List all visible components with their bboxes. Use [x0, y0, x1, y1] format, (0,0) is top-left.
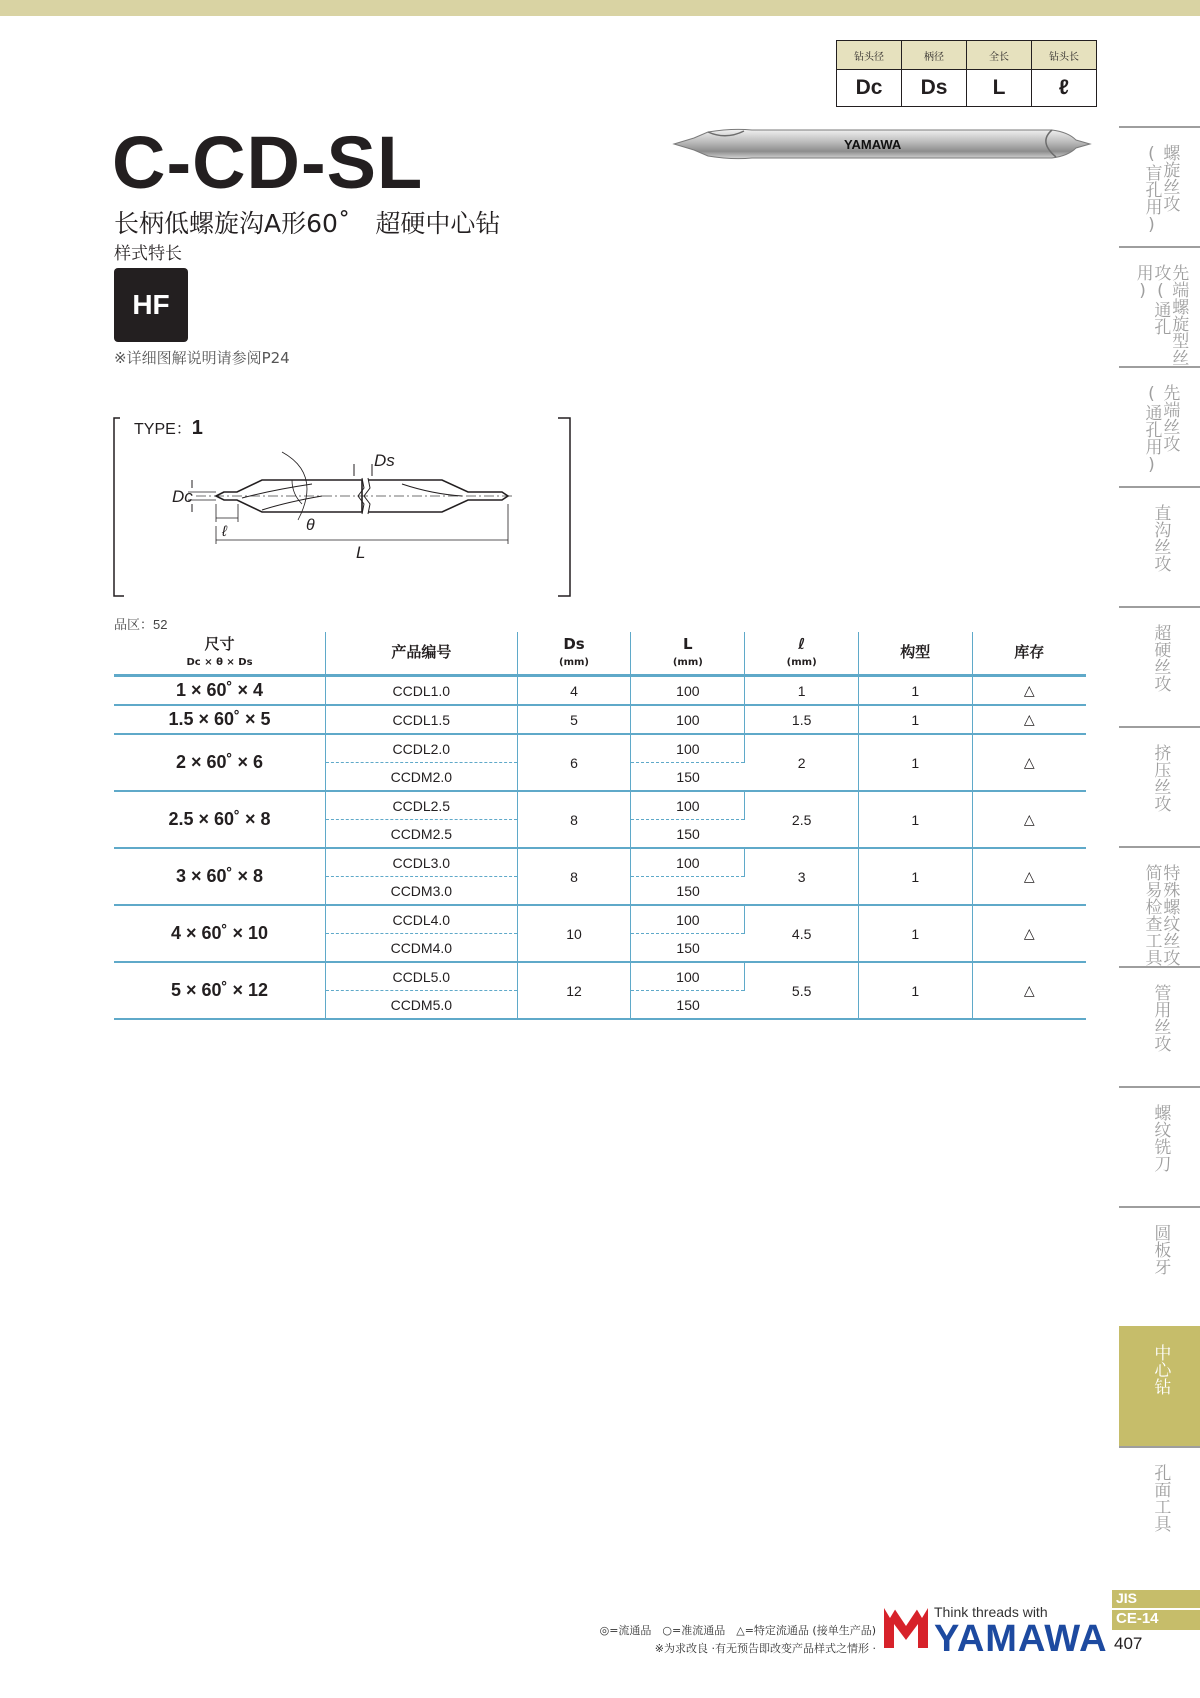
side-nav-item-special-tools[interactable]: 特殊螺纹丝攻简易检查工具 [1119, 846, 1200, 966]
footer-brand: YAMAWA [934, 1618, 1108, 1660]
spec-label-l: 全长 [967, 41, 1032, 70]
stock-cell: △ [972, 791, 1086, 848]
product-subtitle: 长柄低螺旋沟A形60˚ 超硬中心钻 [114, 209, 501, 238]
structure-cell: 1 [859, 676, 972, 706]
col-ell: ℓ (mm) [745, 632, 859, 676]
table-row [114, 705, 1086, 734]
length-cell: 100 [631, 676, 745, 706]
spec-symbol-l: L [967, 70, 1032, 107]
spec-symbol-ell: ℓ [1032, 70, 1097, 107]
ell-cell: 1 [745, 676, 859, 706]
size-cell: 1 × 60˚ × 4 [114, 676, 326, 706]
diagram-label-l: L [356, 543, 366, 562]
ds-cell: 8 [517, 848, 631, 905]
ell-cell: 4.5 [745, 905, 859, 962]
table-row [114, 962, 1086, 991]
side-nav-item-point-tap[interactable]: 先端丝攻(通孔用) [1119, 366, 1200, 486]
code-cell: CCDM4.0 [326, 934, 518, 963]
footer-tagline: Think threads with [934, 1604, 1048, 1620]
col-stock: 库存 [972, 632, 1086, 676]
col-code: 产品编号 [326, 632, 518, 676]
side-nav-item-carbide-tap[interactable]: 超硬丝攻 [1119, 606, 1200, 726]
side-nav-item-thread-mill[interactable]: 螺纹铣刀 [1119, 1086, 1200, 1206]
product-style-label: 样式特长 [114, 244, 182, 264]
footer-legend [590, 1622, 876, 1657]
structure-cell: 1 [859, 734, 972, 791]
diagram-type-label: TYPE：1 [134, 417, 203, 439]
length-cell: 100 [631, 962, 745, 991]
side-nav [1119, 126, 1200, 1566]
table-row [114, 791, 1086, 820]
length-cell: 100 [631, 791, 745, 820]
spec-label-ell: 钻头长 [1032, 41, 1097, 70]
code-cell: CCDL1.0 [326, 676, 518, 706]
size-cell: 5 × 60˚ × 12 [114, 962, 326, 1019]
spec-label-dc: 钻头径 [837, 41, 902, 70]
code-cell: CCDL5.0 [326, 962, 518, 991]
length-cell: 100 [631, 848, 745, 877]
stock-cell: △ [972, 705, 1086, 734]
col-l: L (mm) [631, 632, 745, 676]
ds-cell: 12 [517, 962, 631, 1019]
diagram-label-theta: θ [306, 517, 315, 534]
ds-cell: 10 [517, 905, 631, 962]
table-row [114, 734, 1086, 763]
length-cell: 150 [631, 820, 745, 849]
table-row [114, 676, 1086, 706]
stock-cell: △ [972, 848, 1086, 905]
stock-cell: △ [972, 962, 1086, 1019]
ell-cell: 2 [745, 734, 859, 791]
spec-header-table [836, 40, 1097, 107]
jis-tag: JIS [1112, 1590, 1200, 1608]
side-nav-item-hole-tools[interactable]: 孔面工具 [1119, 1446, 1200, 1566]
size-cell: 2.5 × 60˚ × 8 [114, 791, 326, 848]
structure-cell: 1 [859, 848, 972, 905]
reference-note: ※详细图解说明请参阅P24 [114, 349, 290, 367]
length-cell: 150 [631, 763, 745, 792]
ds-cell: 6 [517, 734, 631, 791]
code-cell: CCDM3.0 [326, 877, 518, 906]
length-cell: 100 [631, 734, 745, 763]
diagram-label-ds: Ds [374, 451, 395, 470]
col-size: 尺寸 Dc × θ × Ds [114, 632, 326, 676]
side-nav-item-pipe-tap[interactable]: 管用丝攻 [1119, 966, 1200, 1086]
structure-cell: 1 [859, 791, 972, 848]
structure-cell: 1 [859, 705, 972, 734]
legend-line-1: ◎=流通品 ○=准流通品 △=特定流通品 (接单生产品) [599, 1624, 876, 1637]
diagram-label-ell: ℓ [222, 523, 227, 540]
length-cell: 150 [631, 934, 745, 963]
col-ds: Ds (mm) [517, 632, 631, 676]
structure-cell: 1 [859, 905, 972, 962]
spec-label-ds: 柄径 [902, 41, 967, 70]
diagram-label-dc: Dc [172, 487, 193, 506]
code-cell: CCDL4.0 [326, 905, 518, 934]
ds-cell: 5 [517, 705, 631, 734]
side-nav-item-die[interactable]: 圆板牙 [1119, 1206, 1200, 1326]
size-cell: 3 × 60˚ × 8 [114, 848, 326, 905]
side-nav-item-straight-tap[interactable]: 直沟丝攻 [1119, 486, 1200, 606]
code-cell: CCDM2.5 [326, 820, 518, 849]
top-color-bar [0, 0, 1200, 16]
code-cell: CCDM5.0 [326, 991, 518, 1020]
ell-cell: 2.5 [745, 791, 859, 848]
code-cell: CCDL1.5 [326, 705, 518, 734]
side-nav-item-center-drill[interactable]: 中心钻 [1119, 1326, 1200, 1446]
size-cell: 2 × 60˚ × 6 [114, 734, 326, 791]
stock-cell: △ [972, 676, 1086, 706]
code-cell: CCDL2.5 [326, 791, 518, 820]
center-drill-image [672, 118, 1092, 170]
legend-line-2: ※为求改良 ·有无预告即改变产品样式之情形 · [654, 1641, 876, 1655]
ds-cell: 4 [517, 676, 631, 706]
length-cell: 100 [631, 705, 745, 734]
side-nav-item-spiral-tap[interactable]: 螺旋丝攻(盲孔用) [1119, 126, 1200, 246]
col-structure: 构型 [859, 632, 972, 676]
side-nav-item-spiral-point-tap[interactable]: 先端螺旋型丝攻(通孔用) [1119, 246, 1200, 366]
product-title: C-CD-SL [112, 121, 424, 204]
structure-cell: 1 [859, 962, 972, 1019]
product-area-label: 品区：52 [114, 617, 168, 632]
drill-brand-text: YAMAWA [844, 137, 902, 152]
page-number: 407 [1114, 1634, 1143, 1653]
technical-diagram [112, 414, 572, 598]
table-row [114, 848, 1086, 877]
side-nav-item-roll-tap[interactable]: 挤压丝攻 [1119, 726, 1200, 846]
hf-badge: HF [114, 268, 188, 342]
spec-symbol-dc: Dc [837, 70, 902, 107]
section-code-tag: CE-14 [1112, 1610, 1200, 1630]
table-row [114, 905, 1086, 934]
code-cell: CCDL2.0 [326, 734, 518, 763]
yamawa-logo-icon [882, 1604, 930, 1650]
length-cell: 150 [631, 991, 745, 1020]
size-cell: 1.5 × 60˚ × 5 [114, 705, 326, 734]
ell-cell: 1.5 [745, 705, 859, 734]
code-cell: CCDM2.0 [326, 763, 518, 792]
stock-cell: △ [972, 734, 1086, 791]
size-cell: 4 × 60˚ × 10 [114, 905, 326, 962]
code-cell: CCDL3.0 [326, 848, 518, 877]
stock-cell: △ [972, 905, 1086, 962]
ell-cell: 5.5 [745, 962, 859, 1019]
ell-cell: 3 [745, 848, 859, 905]
spec-symbol-ds: Ds [902, 70, 967, 107]
ds-cell: 8 [517, 791, 631, 848]
product-table [114, 632, 1086, 1020]
length-cell: 150 [631, 877, 745, 906]
length-cell: 100 [631, 905, 745, 934]
